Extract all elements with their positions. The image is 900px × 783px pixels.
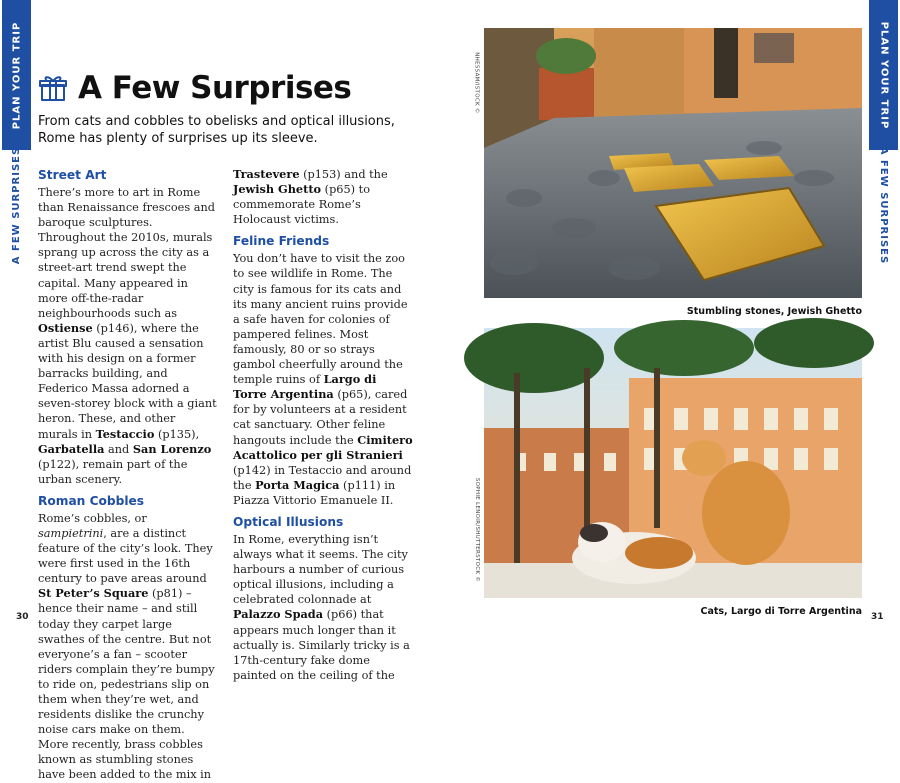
page-number-left: 30 bbox=[16, 612, 29, 622]
side-tab-section: PLAN YOUR TRIP bbox=[11, 21, 22, 129]
roman-cobbles-continued: Trastevere (p153) and the Jewish Ghetto (p65) to commemorate Rome’s Holocaust victims. bbox=[233, 167, 388, 227]
photo-caption-1: Stumbling stones, Jewish Ghetto bbox=[686, 306, 862, 317]
photo-credit-2: SOPHIE LENOIR/SHUTTERSTOCK © bbox=[474, 477, 480, 583]
page-number-right: 31 bbox=[871, 612, 884, 622]
side-tab-section: PLAN YOUR TRIP bbox=[878, 21, 889, 129]
side-tab-chapter: A FEW SURPRISES bbox=[11, 146, 22, 264]
photo-credit-1: NHESSAM/ISTOCK © bbox=[474, 52, 480, 114]
side-tab-chapter: A FEW SURPRISES bbox=[878, 146, 889, 264]
photo-stumbling-stones bbox=[484, 28, 862, 298]
feline-friends-paragraph: You don’t have to visit the zoo to see wildlife in Rome. The city is famous for its cats and its many ancient ruins provide a safe haven for colonies of pampered felines. Most famously, 80 or so strays gambol cheerfully around the temple ruins of Largo di Torre Argentina (p65), cared for by volunteers at a resident cat sanctuary. Other feline hangouts include the Cimitero Acattolico per gli Stranieri (p142) in Testaccio and around the Porta Magica (p111) in Piazza Vittorio Emanuele II. bbox=[233, 252, 413, 507]
photo-cats-largo-argentina bbox=[484, 328, 862, 598]
left-side-tab bbox=[2, 0, 31, 264]
text-column-1 bbox=[38, 167, 218, 782]
roman-cobbles-paragraph: Rome’s cobbles, or sampietrini, are a distinct feature of the city’s look. They were first used in the 16th century to pave areas around St Peter’s Square (p81) – hence their name – and still today they carpet large swathes of the centre. But not everyone’s a fan – scooter riders complain they’re bumpy to ride on, pedestrians slip on them when they’re wet, and residents dislike the crunchy noise cars make on them. More recently, brass cobbles known as stumbling stones have been added to the mix in bbox=[38, 511, 215, 782]
page-title: A Few Surprises bbox=[78, 70, 352, 106]
street-art-paragraph: There’s more to art in Rome than Renaissance frescoes and baroque sculptures. Throughout the 2010s, murals sprang up across the city as a street-art trend swept the capital. Many appeared in more off-the-radar neighbourhoods such as Ostiense (p146), where the artist Blu caused a sensation with his design on a former barracks building, and Federico Massa adorned a seven-storey block with a giant heron. These, and other murals in Testaccio (p135), Garbatella and San Lorenzo (p122), remain part of the urban scenery. bbox=[38, 186, 217, 486]
section-heading-street-art: Street Art bbox=[38, 168, 107, 182]
text-column-2 bbox=[233, 167, 413, 689]
photo-caption-2: Cats, Largo di Torre Argentina bbox=[700, 606, 862, 617]
page-title-row bbox=[38, 66, 351, 110]
gift-icon bbox=[38, 73, 68, 103]
section-heading-optical-illusions: Optical Illusions bbox=[233, 514, 344, 529]
section-heading-roman-cobbles: Roman Cobbles bbox=[38, 493, 145, 508]
right-side-tab bbox=[869, 0, 898, 264]
optical-illusions-paragraph: In Rome, everything isn’t always what it seems. The city harbours a number of curious optical illusions, including a celebrated colonnade at Palazzo Spada (p66) that appears much longer than it actually is. Similarly tricky is a 17th-century fake dome painted on the ceiling of the bbox=[233, 532, 410, 682]
section-heading-feline-friends: Feline Friends bbox=[233, 234, 330, 249]
intro-text: From cats and cobbles to obelisks and optical illusions, Rome has plenty of surprises up its sleeve. bbox=[38, 114, 395, 146]
